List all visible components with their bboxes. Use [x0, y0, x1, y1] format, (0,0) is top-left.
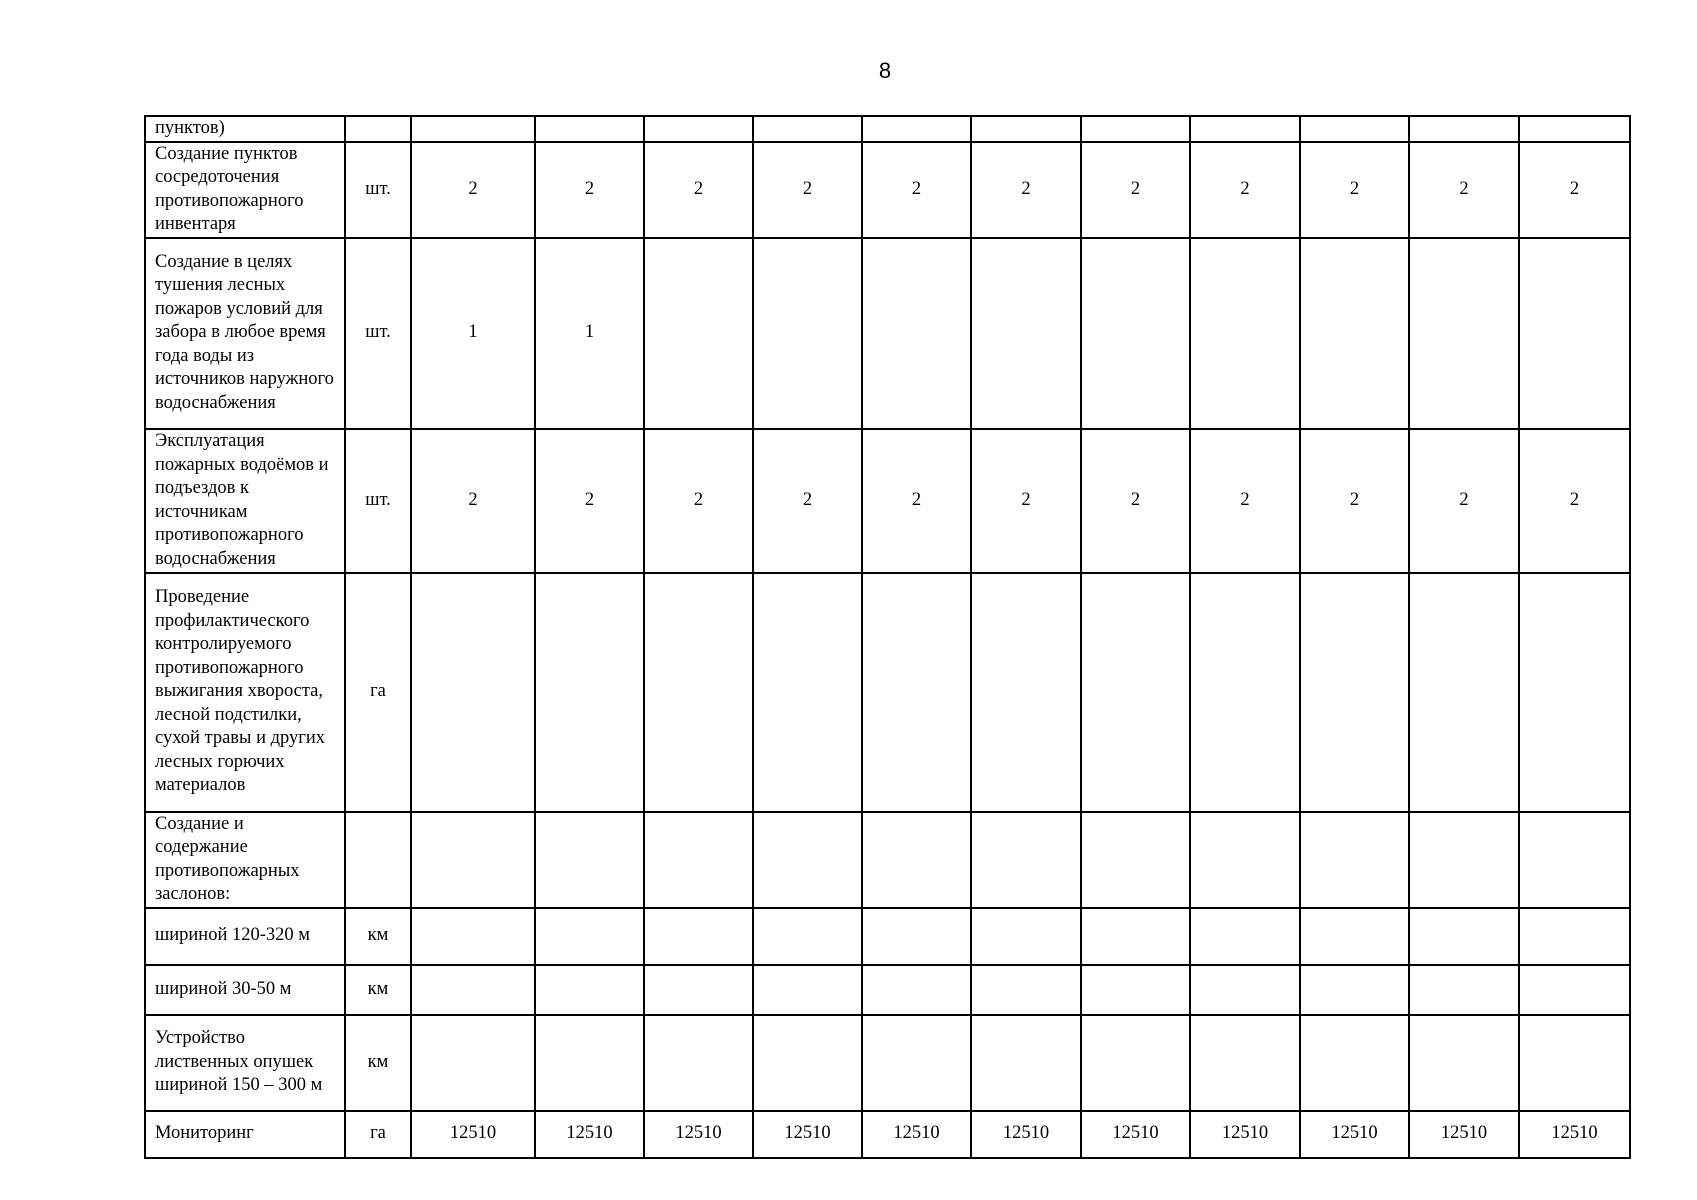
table-row — [145, 238, 1630, 429]
value-cell: 2 — [971, 142, 1081, 238]
value-cell: 12510 — [1081, 1111, 1190, 1158]
value-cell — [862, 965, 971, 1015]
activity-name-cell: Устройство лиственных опушек шириной 150 – 300 м — [145, 1015, 345, 1111]
value-cell — [1190, 965, 1300, 1015]
value-cell — [1519, 238, 1630, 429]
activity-name-cell: Эксплуатация пожарных водоёмов и подъездов к источникам противопожарного водоснабжения — [145, 429, 345, 573]
table-row — [145, 116, 1630, 142]
value-cell: 1 — [535, 238, 644, 429]
value-cell — [1081, 116, 1190, 142]
activity-name-cell: пунктов) — [145, 116, 345, 142]
value-cell: 12510 — [535, 1111, 644, 1158]
value-cell — [862, 908, 971, 965]
unit-cell: км — [345, 1015, 411, 1111]
table-body — [145, 116, 1630, 1158]
value-cell — [1300, 1015, 1409, 1111]
value-cell — [1519, 573, 1630, 812]
value-cell — [1409, 965, 1519, 1015]
unit-cell: шт. — [345, 429, 411, 573]
value-cell — [644, 965, 753, 1015]
value-cell — [1190, 908, 1300, 965]
value-cell — [753, 908, 862, 965]
value-cell — [1081, 908, 1190, 965]
value-cell: 2 — [971, 429, 1081, 573]
table-row — [145, 1015, 1630, 1111]
activity-name-cell: Проведение профилактического контролируемого противопожарного выжигания хвороста, лесной подстилки, сухой травы и других лесных горючих материалов — [145, 573, 345, 812]
unit-cell — [345, 116, 411, 142]
activity-name-cell: Создание пунктов сосредоточения противопожарного инвентаря — [145, 142, 345, 238]
unit-cell: км — [345, 965, 411, 1015]
value-cell: 2 — [535, 142, 644, 238]
value-cell — [1300, 965, 1409, 1015]
value-cell — [411, 116, 535, 142]
unit-cell: га — [345, 573, 411, 812]
value-cell — [1190, 116, 1300, 142]
activity-name-cell: Создание и содержание противопожарных заслонов: — [145, 812, 345, 908]
value-cell — [411, 965, 535, 1015]
value-cell — [1081, 1015, 1190, 1111]
activity-name-cell: шириной 30-50 м — [145, 965, 345, 1015]
value-cell — [1190, 1015, 1300, 1111]
value-cell — [644, 812, 753, 908]
value-cell: 2 — [1519, 429, 1630, 573]
table-row — [145, 908, 1630, 965]
value-cell — [1081, 965, 1190, 1015]
unit-cell — [345, 812, 411, 908]
value-cell — [1409, 573, 1519, 812]
value-cell: 12510 — [1519, 1111, 1630, 1158]
table-row — [145, 142, 1630, 238]
value-cell — [862, 812, 971, 908]
value-cell — [862, 238, 971, 429]
activity-name-cell: Создание в целях тушения лесных пожаров условий для забора в любое время года воды из источников наружного водоснабжения — [145, 238, 345, 429]
value-cell: 2 — [644, 142, 753, 238]
value-cell — [644, 116, 753, 142]
value-cell — [1519, 812, 1630, 908]
value-cell — [971, 238, 1081, 429]
value-cell — [1190, 238, 1300, 429]
value-cell: 2 — [1081, 142, 1190, 238]
value-cell — [971, 1015, 1081, 1111]
value-cell — [1300, 812, 1409, 908]
table-row — [145, 429, 1630, 573]
value-cell — [644, 908, 753, 965]
value-cell — [862, 573, 971, 812]
value-cell — [1409, 908, 1519, 965]
value-cell — [1519, 965, 1630, 1015]
value-cell — [1300, 573, 1409, 812]
table-row — [145, 812, 1630, 908]
value-cell: 2 — [862, 429, 971, 573]
value-cell — [971, 965, 1081, 1015]
value-cell: 2 — [1409, 142, 1519, 238]
value-cell — [535, 573, 644, 812]
value-cell — [1300, 116, 1409, 142]
value-cell — [535, 812, 644, 908]
value-cell: 2 — [862, 142, 971, 238]
table-row — [145, 1111, 1630, 1158]
value-cell — [644, 1015, 753, 1111]
value-cell — [1190, 573, 1300, 812]
activity-table — [144, 115, 1631, 1159]
value-cell: 2 — [1190, 142, 1300, 238]
value-cell — [411, 1015, 535, 1111]
value-cell: 2 — [1190, 429, 1300, 573]
value-cell — [753, 1015, 862, 1111]
value-cell — [535, 116, 644, 142]
value-cell — [644, 238, 753, 429]
value-cell — [753, 965, 862, 1015]
unit-cell: шт. — [345, 142, 411, 238]
value-cell: 2 — [1300, 142, 1409, 238]
value-cell — [535, 1015, 644, 1111]
value-cell — [411, 908, 535, 965]
value-cell — [1519, 1015, 1630, 1111]
value-cell — [862, 1015, 971, 1111]
value-cell: 2 — [1081, 429, 1190, 573]
value-cell — [644, 573, 753, 812]
value-cell — [1409, 812, 1519, 908]
value-cell — [753, 116, 862, 142]
table-row — [145, 573, 1630, 812]
activity-name-cell: шириной 120-320 м — [145, 908, 345, 965]
value-cell — [753, 812, 862, 908]
value-cell — [535, 965, 644, 1015]
value-cell: 12510 — [411, 1111, 535, 1158]
value-cell — [1519, 908, 1630, 965]
value-cell — [1081, 573, 1190, 812]
value-cell: 2 — [753, 142, 862, 238]
value-cell — [1300, 238, 1409, 429]
value-cell: 12510 — [1409, 1111, 1519, 1158]
value-cell — [1519, 116, 1630, 142]
value-cell: 1 — [411, 238, 535, 429]
value-cell — [411, 812, 535, 908]
value-cell: 12510 — [971, 1111, 1081, 1158]
value-cell: 2 — [753, 429, 862, 573]
value-cell — [1190, 812, 1300, 908]
page-number: 8 — [878, 58, 892, 83]
value-cell: 2 — [411, 142, 535, 238]
value-cell — [753, 573, 862, 812]
value-cell — [1409, 116, 1519, 142]
value-cell: 2 — [411, 429, 535, 573]
value-cell — [1409, 238, 1519, 429]
value-cell — [1081, 812, 1190, 908]
value-cell — [535, 908, 644, 965]
activity-name-cell: Мониторинг — [145, 1111, 345, 1158]
value-cell — [1409, 1015, 1519, 1111]
value-cell: 12510 — [644, 1111, 753, 1158]
value-cell — [1081, 238, 1190, 429]
value-cell — [411, 573, 535, 812]
value-cell: 12510 — [753, 1111, 862, 1158]
value-cell — [971, 908, 1081, 965]
value-cell — [971, 573, 1081, 812]
value-cell — [1300, 908, 1409, 965]
value-cell — [971, 812, 1081, 908]
value-cell: 2 — [1519, 142, 1630, 238]
unit-cell: шт. — [345, 238, 411, 429]
value-cell — [753, 238, 862, 429]
value-cell — [971, 116, 1081, 142]
value-cell: 2 — [1300, 429, 1409, 573]
value-cell: 12510 — [1190, 1111, 1300, 1158]
unit-cell: км — [345, 908, 411, 965]
value-cell: 2 — [644, 429, 753, 573]
table-row — [145, 965, 1630, 1015]
value-cell: 2 — [535, 429, 644, 573]
value-cell: 2 — [1409, 429, 1519, 573]
value-cell: 12510 — [1300, 1111, 1409, 1158]
value-cell: 12510 — [862, 1111, 971, 1158]
unit-cell: га — [345, 1111, 411, 1158]
value-cell — [862, 116, 971, 142]
